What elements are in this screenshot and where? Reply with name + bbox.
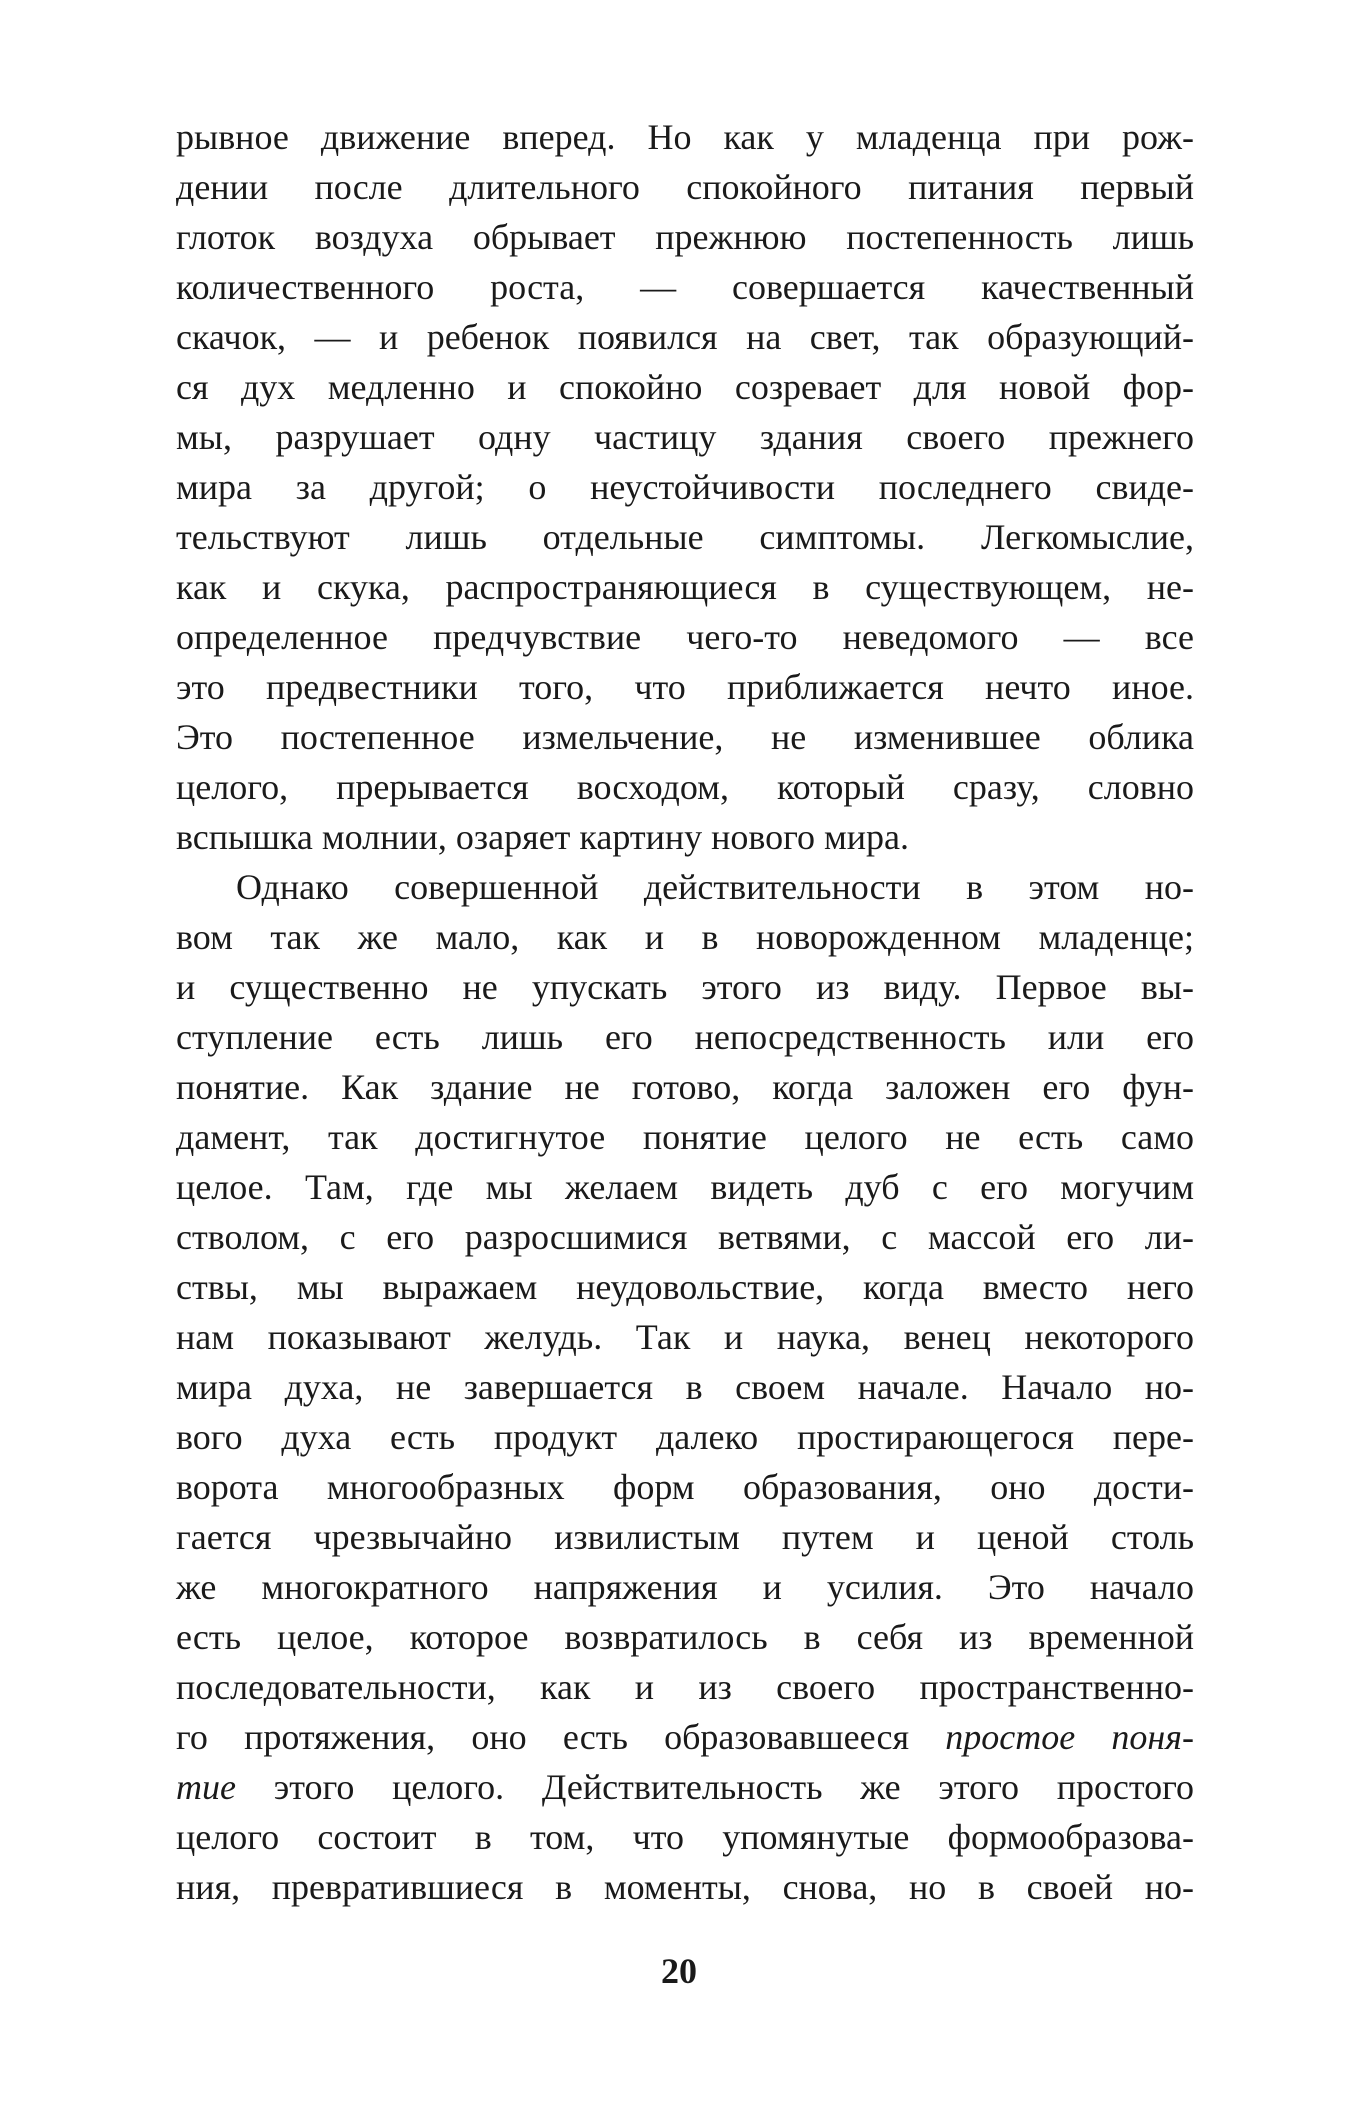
text-segment: количественного роста, — совершается качественный <box>176 267 1194 307</box>
text-line <box>176 662 1194 712</box>
text-line <box>176 1462 1194 1512</box>
text-segment: вом так же мало, как и в новорожденном младенце; <box>176 917 1194 957</box>
text-line <box>176 1162 1194 1212</box>
text-line <box>176 512 1194 562</box>
text-line <box>176 1262 1194 1312</box>
text-line <box>176 1362 1194 1412</box>
text-line <box>176 1062 1194 1112</box>
text-line <box>176 1662 1194 1712</box>
text-line <box>176 212 1194 262</box>
text-segment: ния, превратившиеся в моменты, снова, но в своей но- <box>176 1867 1194 1907</box>
text-line <box>176 462 1194 512</box>
text-line <box>176 562 1194 612</box>
text-segment: как и скука, распространяющиеся в существующем, не- <box>176 567 1194 607</box>
text-segment: стволом, с его разросшимися ветвями, с массой его ли- <box>176 1217 1194 1257</box>
text-line <box>176 1862 1194 1912</box>
text-segment: есть целое, которое возвратилось в себя из временной <box>176 1617 1194 1657</box>
text-line <box>176 1112 1194 1162</box>
text-segment: ворота многообразных форм образования, оно дости- <box>176 1467 1194 1507</box>
text-line <box>176 912 1194 962</box>
text-line <box>176 362 1194 412</box>
text-segment: этого целого. Действительность же этого простого <box>235 1767 1194 1807</box>
text-segment: мира духа, не завершается в своем начале. Начало но- <box>176 1367 1194 1407</box>
text-segment: скачок, — и ребенок появился на свет, так образующий- <box>176 317 1194 357</box>
text-line <box>176 312 1194 362</box>
text-segment: целое. Там, где мы желаем видеть дуб с его могучим <box>176 1167 1194 1207</box>
text-line <box>176 412 1194 462</box>
text-line <box>176 1712 1194 1762</box>
text-line <box>176 1312 1194 1362</box>
body-text <box>176 112 1194 1912</box>
text-line <box>176 962 1194 1012</box>
text-segment: вого духа есть продукт далеко простирающегося пере- <box>176 1417 1194 1457</box>
text-segment: гается чрезвычайно извилистым путем и ценой столь <box>176 1517 1194 1557</box>
text-line <box>176 262 1194 312</box>
text-segment: ступление есть лишь его непосредственность или его <box>176 1017 1194 1057</box>
text-segment: дамент, так достигнутое понятие целого не есть само <box>176 1117 1194 1157</box>
text-segment: целого, прерывается восходом, который сразу, словно <box>176 767 1194 807</box>
text-segment: мы, разрушает одну частицу здания своего прежнего <box>176 417 1194 457</box>
text-segment: Однако совершенной действительности в этом но- <box>236 867 1194 907</box>
text-segment: вспышка молнии, озаряет картину нового мира. <box>176 817 910 857</box>
page-number: 20 <box>661 1951 697 1991</box>
text-segment: последовательности, как и из своего пространственно- <box>176 1667 1194 1707</box>
text-segment: тельствуют лишь отдельные симптомы. Легкомыслие, <box>176 517 1194 557</box>
text-line <box>176 762 1194 812</box>
text-line <box>176 612 1194 662</box>
text-line <box>176 1762 1194 1812</box>
text-line <box>176 1012 1194 1062</box>
text-line <box>176 1212 1194 1262</box>
text-segment: и существенно не упускать этого из виду. Первое вы- <box>176 967 1194 1007</box>
italic-text: простое поня- <box>945 1717 1194 1757</box>
text-segment: ствы, мы выражаем неудовольствие, когда вместо него <box>176 1267 1194 1307</box>
text-line <box>176 1412 1194 1462</box>
text-line <box>176 1612 1194 1662</box>
text-segment: глоток воздуха обрывает прежнюю постепенность лишь <box>176 217 1194 257</box>
text-segment: нам показывают желудь. Так и наука, венец некоторого <box>176 1317 1194 1357</box>
text-segment: го протяжения, оно есть образовавшееся <box>176 1717 946 1757</box>
text-segment: рывное движение вперед. Но как у младенца при рож- <box>176 117 1194 157</box>
text-line <box>176 1512 1194 1562</box>
text-segment: понятие. Как здание не готово, когда заложен его фун- <box>176 1067 1194 1107</box>
text-line <box>176 112 1194 162</box>
text-line <box>176 1562 1194 1612</box>
text-segment: целого состоит в том, что упомянутые формообразова- <box>176 1817 1194 1857</box>
italic-text: тие <box>176 1767 236 1807</box>
text-line <box>176 712 1194 762</box>
text-line <box>176 162 1194 212</box>
text-segment: Это постепенное измельчение, не изменившее облика <box>176 717 1194 757</box>
text-segment: мира за другой; о неустойчивости последнего свиде- <box>176 467 1194 507</box>
text-line <box>176 812 1194 862</box>
text-segment: ся дух медленно и спокойно созревает для новой фор- <box>176 367 1194 407</box>
text-segment: же многократного напряжения и усилия. Это начало <box>176 1567 1194 1607</box>
text-segment: дении после длительного спокойного питания первый <box>176 167 1194 207</box>
text-line <box>176 1812 1194 1862</box>
text-line <box>176 862 1194 912</box>
text-segment: определенное предчувствие чего-то неведомого — все <box>176 617 1194 657</box>
text-segment: это предвестники того, что приближается нечто иное. <box>176 667 1194 707</box>
